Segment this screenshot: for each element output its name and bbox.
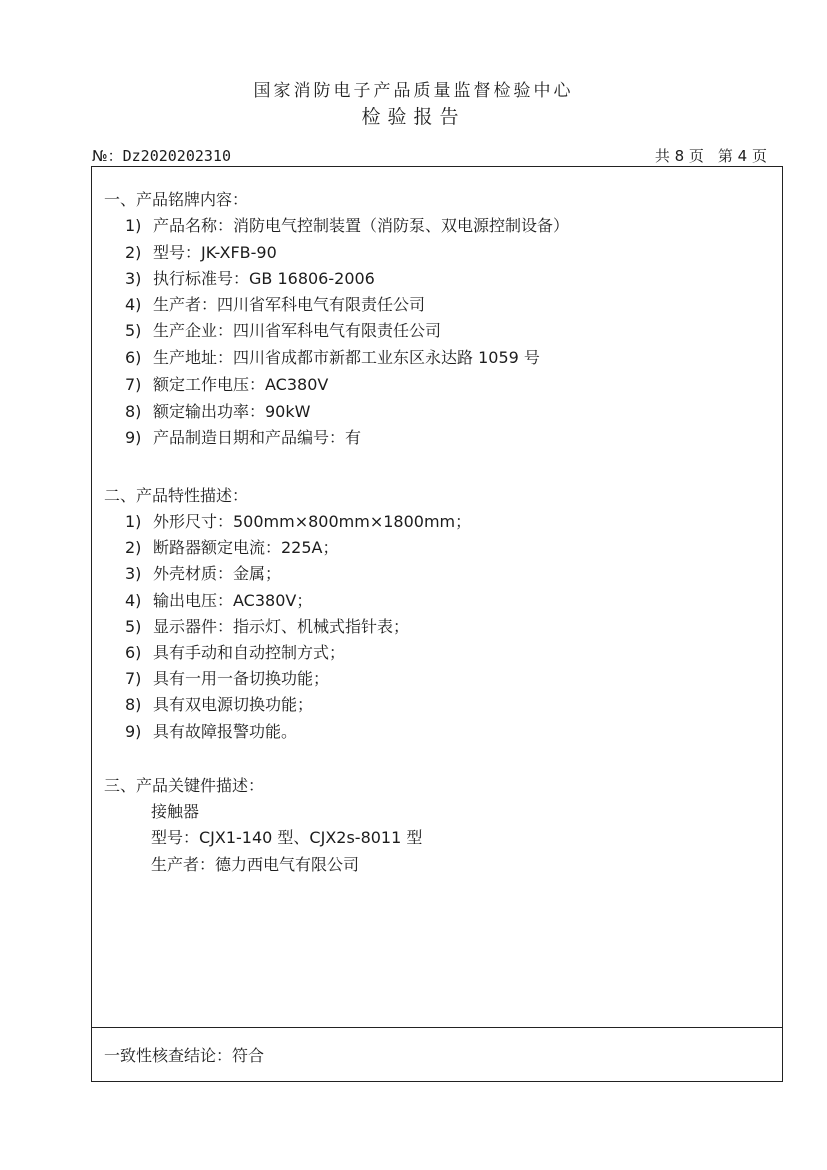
item-number: 1) [125,512,142,531]
section-title-nameplate: 一、产品铭牌内容： [104,190,249,209]
item-text: 额定输出功率：90kW [153,402,311,421]
item-text: 具有手动和自动控制方式； [153,643,346,662]
item-text: 生产地址：四川省成都市新都工业东区永达路 1059 号 [153,348,540,367]
report-frame [91,166,783,1082]
list-item [125,692,313,715]
component-manufacturer: 生产者：德力西电气有限公司 [151,855,360,874]
section-title-characteristics: 二、产品特性描述： [104,486,249,505]
item-number: 8) [125,695,142,714]
current-page: 第 4 页 [717,147,767,165]
list-item [125,292,425,315]
item-text: 具有故障报警功能。 [153,722,298,741]
item-number: 4) [125,591,142,610]
list-item [125,345,540,368]
list-item [125,318,441,341]
list-item [125,372,328,395]
item-number: 3) [125,269,142,288]
item-text: 输出电压：AC380V； [153,591,313,610]
list-item [125,425,361,448]
item-text: 额定工作电压：AC380V [153,375,329,394]
item-number: 1) [125,216,142,235]
list-item [125,588,312,611]
conclusion-divider [92,1027,782,1028]
doc-title: 检验报告 [361,106,466,128]
report-number-label: №： [92,147,123,165]
item-text: 生产企业：四川省军科电气有限责任公司 [153,321,442,340]
list-item [125,509,471,532]
item-number: 8) [125,402,142,421]
item-number: 5) [125,617,142,636]
item-text: 产品制造日期和产品编号：有 [153,428,362,447]
item-number: 7) [125,375,142,394]
item-text: 具有双电源切换功能； [153,695,314,714]
item-number: 9) [125,428,142,447]
list-item [125,213,569,236]
list-item [125,561,281,584]
conclusion-text: 一致性核查结论：符合 [104,1046,265,1065]
section-title-key-components: 三、产品关键件描述： [104,776,265,795]
list-item [125,719,297,742]
total-pages: 共 8 页 [654,147,704,165]
list-item [125,640,345,663]
list-item [125,666,329,689]
item-number: 6) [125,348,142,367]
list-item [125,240,277,263]
item-number: 6) [125,643,142,662]
item-text: 外壳材质：金属； [153,564,282,583]
item-text: 显示器件：指示灯、机械式指针表； [153,617,410,636]
item-text: 断路器额定电流：225A； [153,538,339,557]
component-name: 接触器 [151,802,200,821]
item-number: 4) [125,295,142,314]
item-text: 型号：JK-XFB-90 [153,243,277,262]
list-item [125,266,375,289]
report-number [92,145,231,166]
component-model: 型号：CJX1-140 型、CJX2s-8011 型 [151,828,423,847]
item-text: 具有一用一备切换功能； [153,669,330,688]
item-number: 9) [125,722,142,741]
item-number: 3) [125,564,142,583]
list-item [125,614,409,637]
page-info [641,145,767,166]
item-text: 产品名称：消防电气控制装置（消防泵、双电源控制设备） [153,216,570,235]
item-number: 7) [125,669,142,688]
org-title: 国家消防电子产品质量监督检验中心 [253,81,574,101]
item-text: 生产者：四川省军科电气有限责任公司 [153,295,426,314]
item-text: 执行标准号：GB 16806-2006 [153,269,375,288]
report-number-value: Dz2020202310 [122,147,231,165]
item-number: 2) [125,538,142,557]
item-text: 外形尺寸：500mm×800mm×1800mm； [153,512,472,531]
list-item [125,535,339,558]
list-item [125,399,310,422]
item-number: 5) [125,321,142,340]
item-number: 2) [125,243,142,262]
